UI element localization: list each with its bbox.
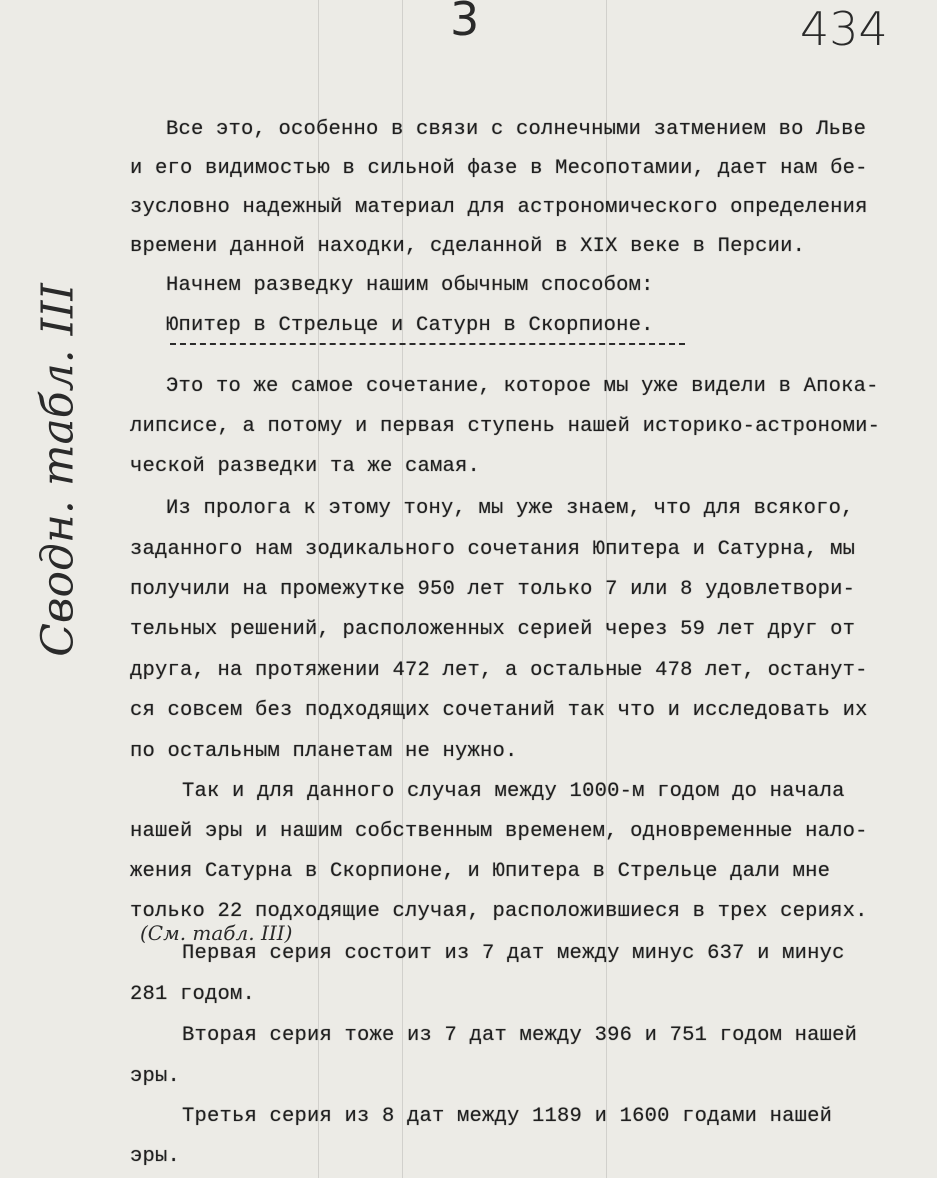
text-line: только 22 подходящие случая, расположившиеся в трех сериях. (130, 900, 868, 923)
section-heading: Юпитер в Стрельце и Сатурн в Скорпионе. (166, 314, 654, 337)
inline-ref-note: (См. табл. III) (140, 921, 293, 945)
text-line: Из пролога к этому тону, мы уже знаем, что для всякого, (166, 497, 854, 520)
text-line: Третья серия из 8 дат между 1189 и 1600 годами нашей (182, 1105, 833, 1128)
text-line: Все это, особенно в связи с солнечными затмением во Льве (166, 118, 867, 141)
text-line: Так и для данного случая между 1000-м годом до начала (182, 780, 845, 803)
text-line: ческой разведки та же самая. (130, 455, 481, 478)
text-line: друга, на протяжении 472 лет, а остальные 478 лет, останут- (130, 659, 868, 682)
text-line: по остальным планетам не нужно. (130, 740, 518, 763)
margin-note: Сводн. табл. III (32, 283, 84, 657)
text-line: получили на промежутке 950 лет только 7 или 8 удовлетвори- (130, 578, 856, 601)
text-line: эры. (130, 1145, 181, 1168)
text-line: липсисе, а потому и первая ступень нашей историко-астрономи- (130, 415, 881, 438)
text-line: Первая серия состоит из 7 дат между минус 637 и минус (182, 942, 845, 965)
text-line: нашей эры и нашим собственным временем, одновременные нало- (130, 820, 868, 843)
text-line: жения Сатурна в Скорпионе, и Юпитера в Стрельце дали мне (130, 860, 831, 883)
text-line: ся совсем без подходящих сочетаний так что и исследовать их (130, 699, 868, 722)
page-number: 434 (800, 2, 888, 56)
top-mark: 3 (450, 0, 480, 46)
text-line: Это то же самое сочетание, которое мы уже видели в Апока- (166, 375, 879, 398)
text-line: и его видимостью в сильной фазе в Месопотамии, дает нам бе- (130, 157, 868, 180)
text-line: времени данной находки, сделанной в XIX веке в Персии. (130, 235, 806, 258)
text-line: Начнем разведку нашим обычным способом: (166, 274, 654, 297)
text-line: заданного нам зодикального сочетания Юпитера и Сатурна, мы (130, 538, 856, 561)
text-line: зусловно надежный материал для астрономического определения (130, 196, 868, 219)
heading-underline (170, 343, 685, 345)
text-line: тельных решений, расположенных серией через 59 лет друг от (130, 618, 856, 641)
text-line: Вторая серия тоже из 7 дат между 396 и 751 годом нашей (182, 1024, 858, 1047)
text-line: эры. (130, 1065, 181, 1088)
text-line: 281 годом. (130, 983, 256, 1006)
